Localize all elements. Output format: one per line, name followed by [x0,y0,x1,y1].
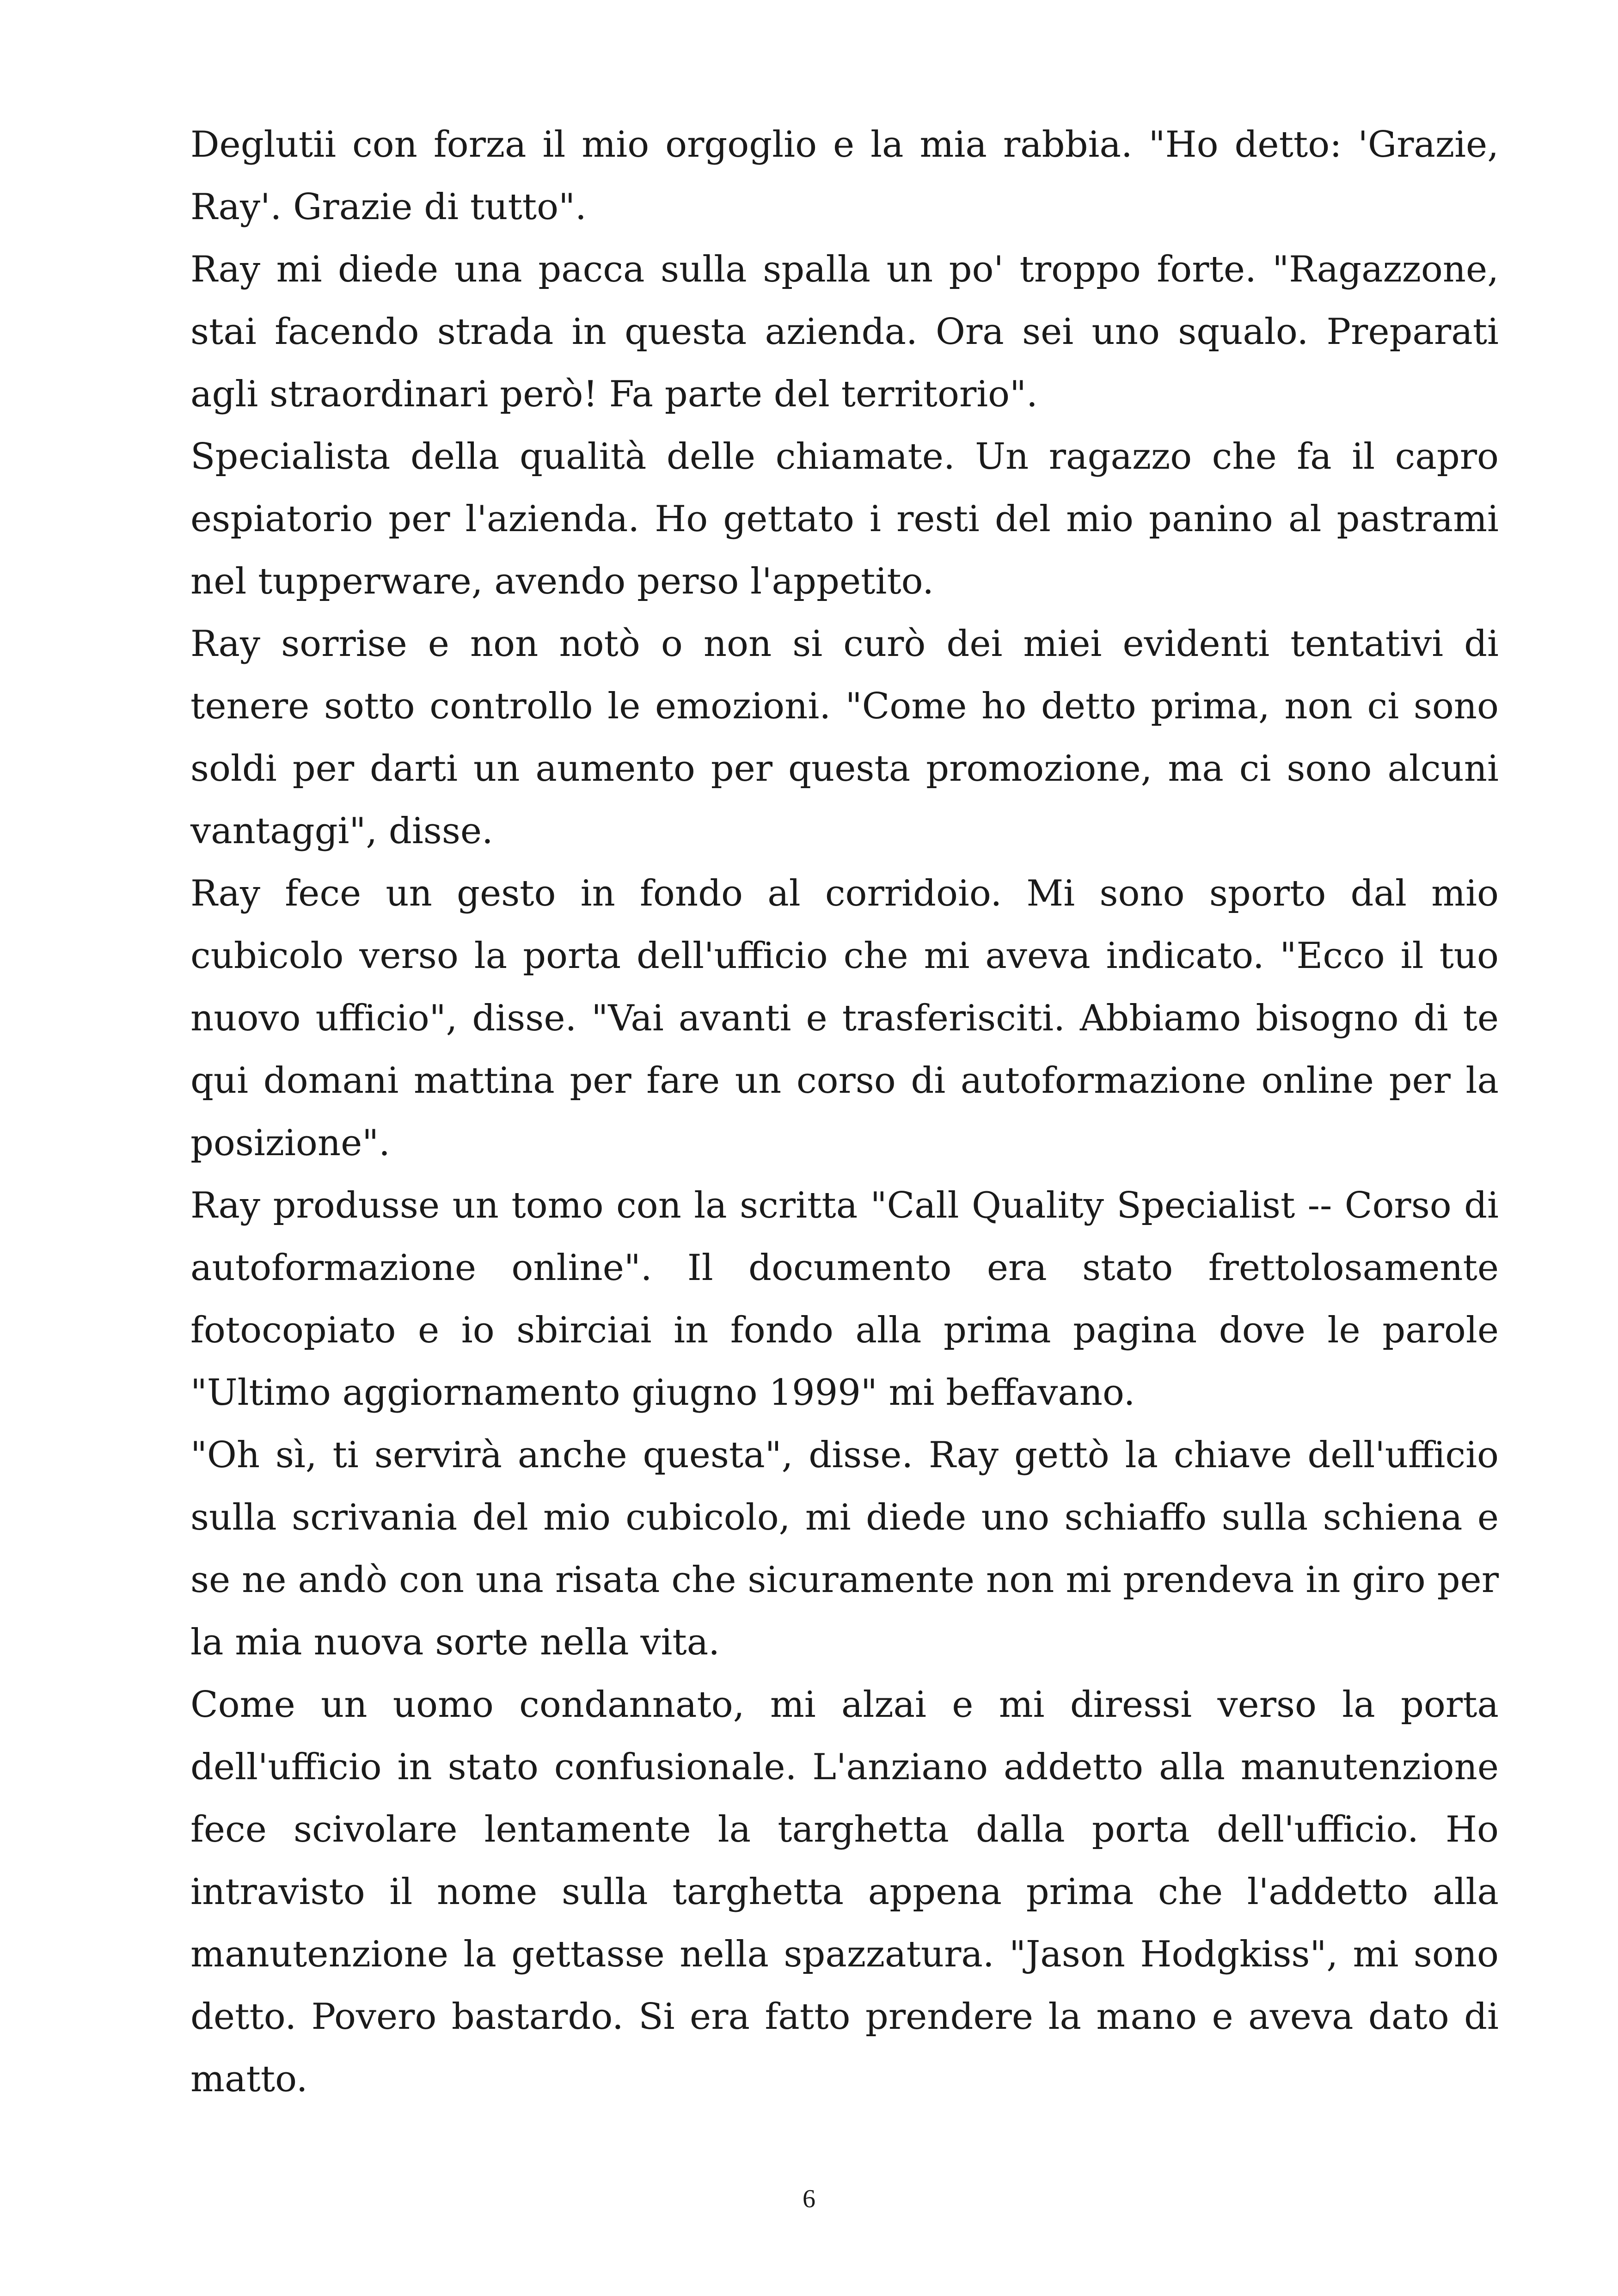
paragraph: Ray sorrise e non notò o non si curò dei miei evidenti tentativi di tenere sotto controllo le emozioni. "Come ho detto prima, non ci sono soldi per darti un aumento per questa promozione, ma ci sono alcuni vantaggi", disse. [190,623,1499,852]
body-text [190,114,1499,2111]
paragraph: Come un uomo condannato, mi alzai e mi diressi verso la porta dell'ufficio in stato confusionale. L'anziano addetto alla manutenzione fece scivolare lentamente la targhetta dalla porta dell'ufficio. Ho intravisto il nome sulla targhetta appena prima che l'addetto alla manutenzione la gettasse nella spazzatura. "Jason Hodgkiss", mi sono detto. Povero bastardo. Si era fatto prendere la mano e aveva dato di matto. [190,1684,1499,2100]
paragraph: Specialista della qualità delle chiamate. Un ragazzo che fa il capro espiatorio per l'azienda. Ho gettato i resti del mio panino al pastrami nel tupperware, avendo perso l'appetito. [190,436,1499,602]
paragraph: "Oh sì, ti servirà anche questa", disse. Ray gettò la chiave dell'ufficio sulla scrivania del mio cubicolo, mi diede uno schiaffo sulla schiena e se ne andò con una risata che sicuramente non mi prendeva in giro per la mia nuova sorte nella vita. [190,1434,1499,1663]
paragraph: Ray fece un gesto in fondo al corridoio. Mi sono sporto dal mio cubicolo verso la porta dell'ufficio che mi aveva indicato. "Ecco il tuo nuovo ufficio", disse. "Vai avanti e trasferisciti. Abbiamo bisogno di te qui domani mattina per fare un corso di autoformazione online per la posizione". [190,873,1499,1164]
paragraph: Deglutii con forza il mio orgoglio e la mia rabbia. "Ho detto: 'Grazie, Ray'. Grazie di tutto". [190,124,1499,228]
paragraph: Ray produsse un tomo con la scritta "Call Quality Specialist -- Corso di autoformazione online". Il documento era stato frettolosamente fotocopiato e io sbirciai in fondo alla prima pagina dove le parole "Ultimo aggiornamento giugno 1999" mi beffavano. [190,1185,1499,1414]
page-number: 6 [803,2185,815,2213]
paragraph: Ray mi diede una pacca sulla spalla un po' troppo forte. "Ragazzone, stai facendo strada in questa azienda. Ora sei uno squalo. Preparati agli straordinari però! Fa parte del territorio". [190,249,1499,415]
